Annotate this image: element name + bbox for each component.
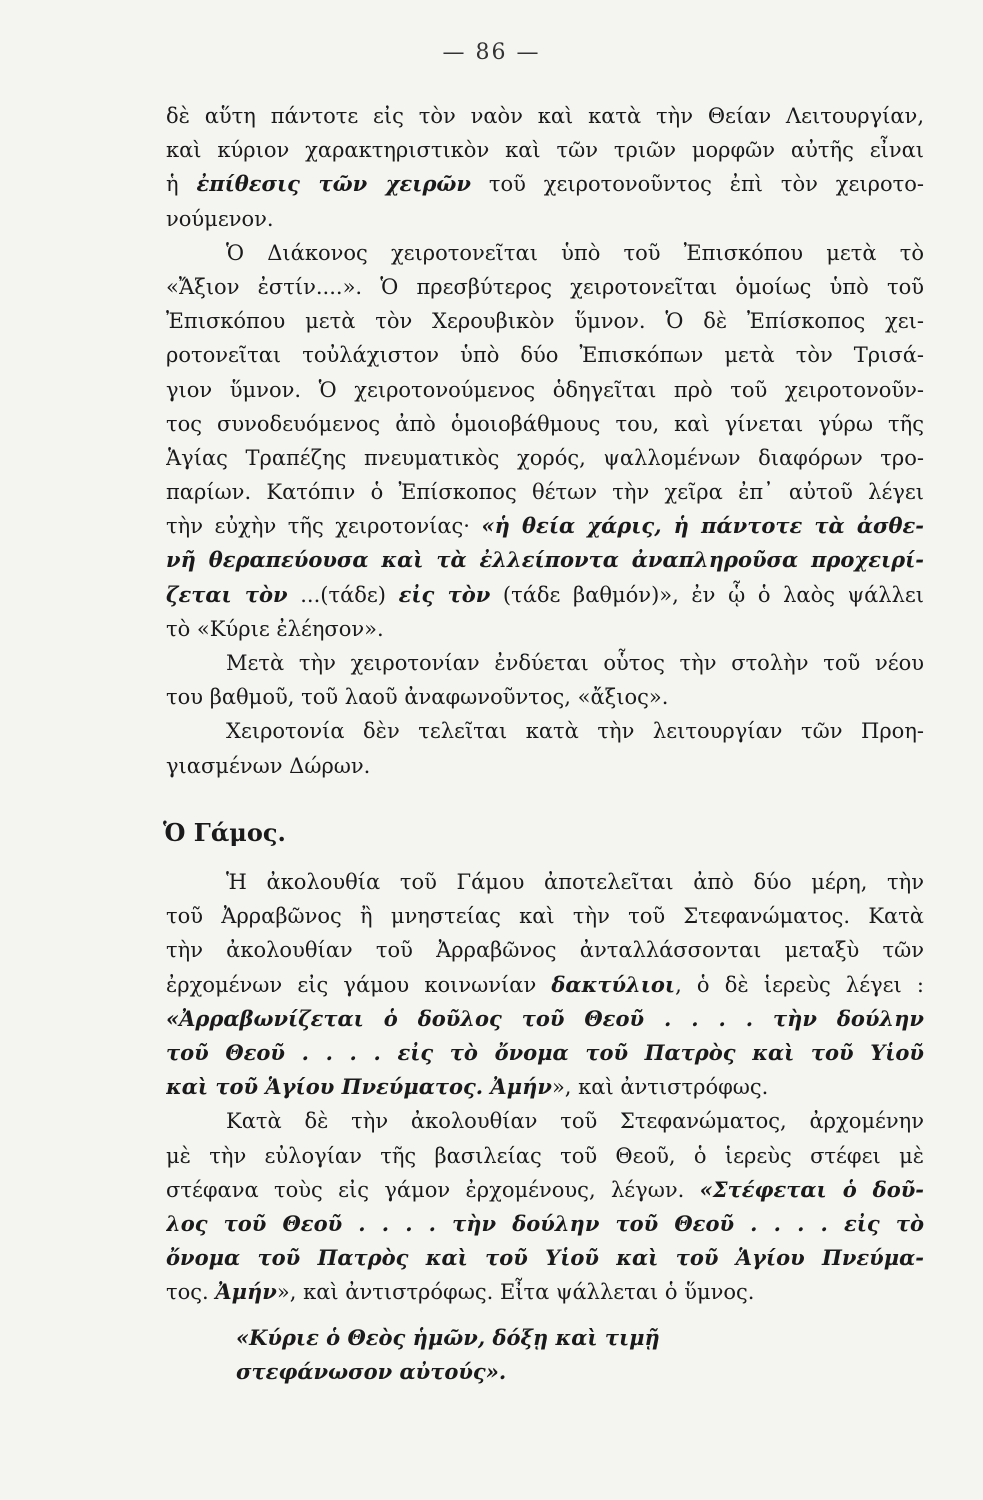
text-span: ἐρχομένων εἰς γάμου κοινωνίαν: [166, 972, 552, 997]
text-line: Κατὰ δὲ τὴν ἀκολουθίαν τοῦ Στεφανώματος, ἀρχομένην: [226, 1109, 924, 1134]
emphasis-text: «ἡ θεία χάρις, ἡ πάντοτε τὰ ἀσθε-: [481, 513, 924, 539]
text-line: γιον ὕμνον. Ὁ χειροτονούμενος ὁδηγεῖται πρὸ τοῦ χειροτονοῦν-: [166, 377, 924, 402]
text-line: τὸ «Κύριε ἐλέησον».: [166, 616, 384, 641]
emphasis-text: ἐπίθεσις τῶν χειρῶν: [196, 171, 471, 197]
section-heading: Ὁ Γάμος.: [163, 818, 286, 847]
text-span: (τάδε βαθμόν)», ἐν ᾧ ὁ λαὸς ψάλλει: [490, 582, 924, 607]
emphasis-text: ζεται τὸν: [166, 581, 288, 607]
text-line: [166, 509, 924, 543]
emphasis-text: Ἀμήν: [215, 1279, 277, 1305]
text-line: γιασμένων Δώρων.: [166, 753, 371, 778]
text-line: «Ἄξιον ἐστίν....». Ὁ πρεσβύτερος χειροτονεῖται ὁμοίως ὑπὸ τοῦ: [166, 274, 924, 299]
text-line: Ἡ ἀκολουθία τοῦ Γάμου ἀποτελεῖται ἀπὸ δύο μέρη, τὴν: [226, 870, 924, 894]
text-span: τος.: [166, 1280, 216, 1305]
page-number: — 86 —: [442, 40, 541, 65]
text-line: λος τοῦ Θεοῦ . . . . τὴν δούλην τοῦ Θεοῦ . . . . εἰς τὸ: [166, 1210, 924, 1236]
text-line: δὲ αὕτη πάντοτε εἰς τὸν ναὸν καὶ κατὰ τὴν Θείαν Λειτουργίαν,: [166, 104, 924, 128]
text-line: ροτονεῖται τοὐλάχιστον ὑπὸ δύο Ἐπισκόπων μετὰ τὸν Τρισά-: [166, 343, 924, 368]
text-line: τοῦ Ἀρραβῶνος ἢ μνηστείας καὶ τὴν τοῦ Στεφανώματος. Κατὰ: [166, 904, 924, 929]
text-line: νούμενον.: [166, 206, 274, 231]
text-span: τοῦ χειροτονοῦντος ἐπὶ τὸν χειροτο-: [470, 172, 924, 197]
text-line: Ἐπισκόπου μετὰ τὸν Χερουβικὸν ὕμνον. Ὁ δὲ Ἐπίσκοπος χει-: [166, 309, 924, 334]
text-line: [166, 1070, 924, 1104]
text-span: στέφανα τοὺς εἰς γάμον ἐρχομένους, λέγων.: [166, 1177, 700, 1202]
emphasis-text: εἰς τὸν: [398, 581, 491, 607]
text-span: », καὶ ἀντιστρόφως.: [551, 1075, 769, 1100]
text-line: του βαθμοῦ, τοῦ λαοῦ ἀναφωνοῦντος, «ἄξιος».: [166, 685, 669, 710]
text-line: [166, 968, 924, 1002]
text-line: Ἁγίας Τραπέζης πνευματικὸς χορός, ψαλλομένων διαφόρων τρο-: [166, 445, 924, 470]
text-line: τοῦ Θεοῦ . . . . εἰς τὸ ὄνομα τοῦ Πατρὸς καὶ τοῦ Υἱοῦ: [166, 1039, 924, 1065]
text-line: [166, 578, 924, 612]
text-span: τὴν εὐχὴν τῆς χειροτονίας·: [166, 514, 482, 539]
text-line: τὴν ἀκολουθίαν τοῦ Ἀρραβῶνος ἀνταλλάσσονται μεταξὺ τῶν: [166, 938, 924, 963]
text-line: [166, 1173, 924, 1207]
emphasis-text: καὶ τοῦ Ἁγίου Πνεύματος. Ἀμήν: [166, 1074, 552, 1100]
text-line: Μετὰ τὴν χειροτονίαν ἐνδύεται οὗτος τὴν στολὴν τοῦ νέου: [226, 651, 924, 675]
hymn-line: στεφάνωσον αὐτούς».: [236, 1359, 507, 1385]
text-line: μὲ τὴν εὐλογίαν τῆς βασιλείας τοῦ Θεοῦ, ὁ ἱερεὺς στέφει μὲ: [166, 1143, 924, 1168]
paragraph-block-ordination: [166, 99, 924, 783]
text-line: ὄνομα τοῦ Πατρὸς καὶ τοῦ Υἱοῦ καὶ τοῦ Ἁγίου Πνεύμα-: [166, 1245, 924, 1271]
text-line: νῆ θεραπεύουσα καὶ τὰ ἐλλείποντα ἀναπληροῦσα προχειρί-: [166, 547, 924, 573]
text-line: τος συνοδευόμενος ἀπὸ ὁμοιοβάθμους του, καὶ γίνεται γύρω τῆς: [166, 411, 924, 436]
hymn-line: «Κύριε ὁ Θεὸς ἡμῶν, δόξῃ καὶ τιμῇ: [236, 1325, 660, 1350]
text-line: Ὁ Διάκονος χειροτονεῖται ὑπὸ τοῦ Ἐπισκόπου μετὰ τὸ: [226, 240, 924, 265]
text-span: , ὁ δὲ ἱερεὺς λέγει :: [675, 972, 924, 997]
emphasis-text: δακτύλιοι: [551, 971, 676, 997]
text-line: [166, 1275, 924, 1309]
text-line: παρίων. Κατόπιν ὁ Ἐπίσκοπος θέτων τὴν χεῖρα ἐπ᾽ αὐτοῦ λέγει: [166, 480, 924, 505]
emphasis-text: «Στέφεται ὁ δοῦ-: [699, 1176, 924, 1202]
text-line: [166, 167, 924, 201]
text-line: Χειροτονία δὲν τελεῖται κατὰ τὴν λειτουργίαν τῶν Προη-: [226, 719, 924, 744]
text-span: », καὶ ἀντιστρόφως. Εἶτα ψάλλεται ὁ ὕμνος.: [276, 1280, 755, 1305]
text-line: «Ἀρραβωνίζεται ὁ δοῦλος τοῦ Θεοῦ . . . . τὴν δούλην: [166, 1005, 924, 1031]
closing-hymn: [236, 1321, 836, 1389]
text-span: ...(τάδε): [287, 582, 399, 607]
paragraph-block-marriage: [166, 865, 924, 1309]
text-line: καὶ κύριον χαρακτηριστικὸν καὶ τῶν τριῶν μορφῶν αὐτῆς εἶναι: [166, 138, 924, 163]
text-span: ἡ: [166, 172, 197, 197]
